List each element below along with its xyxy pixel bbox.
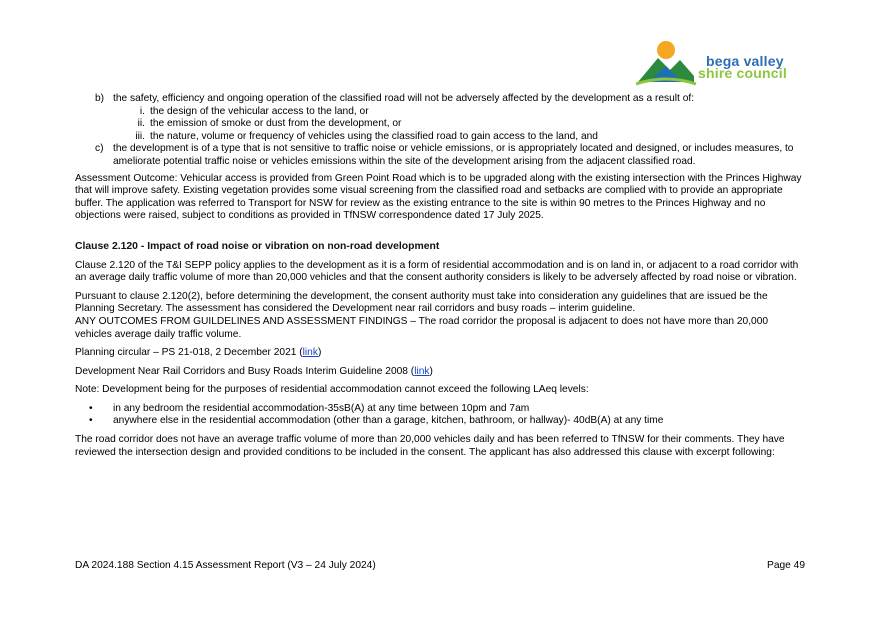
section-heading: Clause 2.120 - Impact of road noise or vibration on non-road development [75,240,440,252]
assessment-outcome: Assessment Outcome: Vehicular access is provided from Green Point Road which is to be upgraded along with the existing intersection with the Princes Highway that will improve safety. Existing vegetation provides some visual screening from the classified road and setbacks are complied with to provide an appropriate buffer. The application was referred to Transport for NSW for review as the existing entrance to the site is within 90 metres to the Princes Highway and no objections were raised, subject to conditions as provided in TfNSW correspondence dated 17 July 2025. [75,172,802,222]
document-body [75,93,805,459]
list-text: the safety, efficiency and ongoing operation of the classified road will not be adversely affected by the development as a result of: [113,93,695,104]
sub-list-marker: i. [139,105,145,117]
reference-line [75,366,805,379]
bullet-text: anywhere else in the residential accommodation (other than a garage, kitchen, bathroom, or hallway)- 40dB(A) at any time [113,415,664,427]
sub-list-item [75,131,805,144]
list-item-b [75,93,805,106]
paragraph: ANY OUTCOMES FROM GUILDELINES AND ASSESSMENT FINDINGS – The road corridor the proposal is adjacent to does not have more than 20,000 vehicles average daily traffic volume. [75,315,769,340]
list-marker: c) [95,143,104,155]
sun-icon [657,41,675,59]
sub-list-item [75,118,805,131]
guideline-link[interactable]: link [414,365,430,377]
paragraph: Clause 2.120 of the T&I SEPP policy applies to the development as it is a form of residential accommodation and is on land in, or adjacent to a road corridor with an average daily traffic volume of more than 20,000 vehicles and that the consent authority considers is likely to be adversely affected by road noise or vibration. [75,259,799,284]
reference-text: Planning circular – PS 21-018, 2 December 2021 ( [75,347,303,359]
reference-close: ) [429,365,433,377]
reference-text: Development Near Rail Corridors and Busy Roads Interim Guideline 2008 ( [75,365,415,377]
bullet-item [75,415,805,428]
paragraph: Pursuant to clause 2.120(2), before determining the development, the consent authority must take into consideration any guidelines that are issued be the Planning Secretary. The assessment has considered the Development near rail corridors and busy roads – interim guideline. [75,290,768,315]
paragraph: The road corridor does not have an average traffic volume of more than 20,000 vehicles daily and has been referred to TfNSW for their comments. They have reviewed the intersection design and provided conditions to be included in the consent. The applicant has also addressed this clause with excerpt following: [75,434,785,458]
sub-list-text: the emission of smoke or dust from the development, or [150,118,402,130]
reference-close: ) [317,347,322,359]
sub-list-marker: ii. [137,118,145,130]
page-number: Page 49 [767,560,805,571]
brand-line2: shire council [698,65,787,81]
note: Note: Development being for the purposes of residential accommodation cannot exceed the following LAeq levels: [75,384,589,396]
sub-list-item [75,106,805,119]
bullet-text: in any bedroom the residential accommodation-35sB(A) at any time between 10pm and 7am [113,402,530,414]
brand-line1: bega valley [706,53,784,69]
bullet-icon: • [89,402,93,414]
sub-list-text: the nature, volume or frequency of vehicles using the classified road to gain access to the land, and [150,130,598,142]
bullet-item [75,403,805,416]
reference-line [75,347,805,360]
sub-list-marker: iii. [135,130,145,142]
bullet-icon: • [89,415,93,427]
page-footer [75,560,805,571]
list-marker: b) [95,93,105,104]
planning-circular-link[interactable]: link [302,347,318,359]
footer-document-ref: DA 2024.188 Section 4.15 Assessment Report (V3 – 24 July 2024) [75,560,376,571]
list-text: the development is of a type that is not sensitive to traffic noise or vehicle emissions, or is appropriately located and designed, or includes measures, to ameliorate potential traffic noise or vehicles emissions within the site of the development arising from the adjacent classified road. [113,143,794,167]
list-item-c [75,143,805,168]
sub-list-text: the design of the vehicular access to the land, or [150,105,369,117]
